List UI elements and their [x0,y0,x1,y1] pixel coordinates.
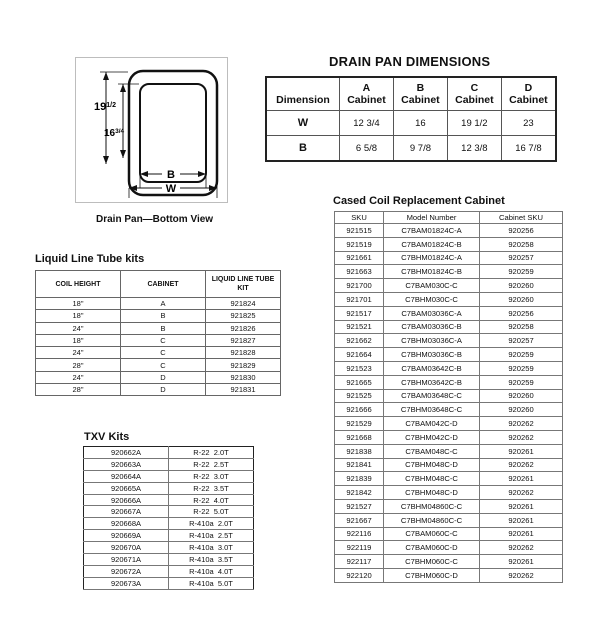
cabinet-word: Cabinet [509,94,548,106]
sku-cell: 921521 [335,320,384,334]
sku-cell: 921666 [335,403,384,417]
table-row [36,298,281,310]
sku-cell: 921525 [335,389,384,403]
table-row [266,136,556,162]
dimension-cell: W [266,111,340,136]
cabinet-cell: C [121,334,206,346]
figure-caption: Drain Pan—Bottom View [96,214,214,225]
model-number-cell: C7BHM03648C-C [384,403,480,417]
cabinet-sku-cell: 920262 [480,430,563,444]
table-row [335,224,563,238]
sku-cell: 921661 [335,251,384,265]
txv-spec-cell: R-410a 4.0T [169,565,254,577]
txv-part-cell: 920662A [84,447,169,459]
sku-cell: 921701 [335,292,384,306]
txv-spec-cell: R-22 3.0T [169,470,254,482]
txv-part-cell: 920673A [84,577,169,589]
table-row [36,384,281,396]
liquid-line-body [36,298,281,396]
kit-number-cell: 921831 [206,384,281,396]
table-row [335,237,563,251]
cabinet-word: Cabinet [401,94,440,106]
cabinet-sku-cell: 920259 [480,348,563,362]
model-number-cell: C7BHM048C-D [384,486,480,500]
table-row [36,310,281,322]
cabinet-sku-cell: 920261 [480,513,563,527]
dimension-cell: B [266,136,340,162]
value-cell: 9 7/8 [393,136,447,162]
txv-spec-cell: R-410a 2.5T [169,530,254,542]
model-number-cell: C7BAM042C-D [384,417,480,431]
drain-pan-dimensions-table [265,76,557,162]
cabinet-word: Cabinet [347,94,386,106]
sku-cell: 921838 [335,444,384,458]
sku-cell: 921662 [335,334,384,348]
sku-cell: 921523 [335,361,384,375]
table-row [335,334,563,348]
table-row [335,444,563,458]
model-number-cell: C7BHM060C-D [384,568,480,582]
model-number-cell: C7BHM060C-C [384,555,480,569]
table-row [335,417,563,431]
txv-spec-cell: R-410a 2.0T [169,518,254,530]
sku-cell: 922120 [335,568,384,582]
txv-kits-table [83,446,254,590]
txv-part-cell: 920667A [84,506,169,518]
table-header-row [266,77,556,111]
cased-coil-title: Cased Coil Replacement Cabinet [333,195,505,207]
table-row [36,322,281,334]
txv-spec-cell: R-22 2.0T [169,447,254,459]
cabinet-sku-cell: 920259 [480,265,563,279]
table-row [335,292,563,306]
sku-cell: 921529 [335,417,384,431]
table-header-row [335,212,563,224]
table-row [84,482,254,494]
sku-cell: 921664 [335,348,384,362]
table-row [84,530,254,542]
sku-cell: 921515 [335,224,384,238]
value-cell: 16 [393,111,447,136]
table-row [84,565,254,577]
model-number-cell: C7BAM01824C-A [384,224,480,238]
sku-cell: 921517 [335,306,384,320]
model-number-cell: C7BAM030C-C [384,279,480,293]
cabinet-sku-cell: 920257 [480,251,563,265]
pan-inner-outline [140,84,206,182]
coil-height-cell: 24" [36,347,121,359]
txv-spec-cell: R-22 5.0T [169,506,254,518]
kit-number-cell: 921829 [206,359,281,371]
coil-height-header: COIL HEIGHT [36,271,121,298]
model-number-cell: C7BHM01824C-A [384,251,480,265]
dimension-header-label: Dimension [276,94,330,106]
cabinet-letter: B [416,82,425,94]
model-number-cell: C7BHM042C-D [384,430,480,444]
txv-part-cell: 920670A [84,542,169,554]
sku-header: SKU [335,212,384,224]
model-number-cell: C7BAM060C-C [384,527,480,541]
table-row [84,518,254,530]
cabinet-sku-cell: 920260 [480,292,563,306]
table-row [335,403,563,417]
coil-height-cell: 24" [36,371,121,383]
table-row [36,371,281,383]
table-row [335,499,563,513]
txv-part-cell: 920668A [84,518,169,530]
model-number-cell: C7BHM03036C-A [384,334,480,348]
coil-height-cell: 18" [36,298,121,310]
cabinet-sku-cell: 920261 [480,527,563,541]
txv-part-cell: 920663A [84,458,169,470]
table-row [84,447,254,459]
model-number-cell: C7BAM03642C-B [384,361,480,375]
sku-cell: 921663 [335,265,384,279]
cabinet-sku-cell: 920260 [480,279,563,293]
arrow-up-icon [103,72,109,80]
cabinet-sku-cell: 920262 [480,541,563,555]
cabinet-letter: C [470,82,479,94]
liquid-line-table [35,270,281,396]
dimension-header [266,77,340,111]
table-row [335,458,563,472]
txv-spec-cell: R-410a 5.0T [169,577,254,589]
model-number-cell: C7BHM03642C-B [384,375,480,389]
cabinet-cell: C [121,359,206,371]
kit-number-cell: 921830 [206,371,281,383]
model-number-cell: C7BAM060C-D [384,541,480,555]
txv-kits-body [84,447,254,590]
table-row [84,470,254,482]
txv-part-cell: 920669A [84,530,169,542]
drain-pan-diagram [76,58,227,202]
kit-number-cell: 921827 [206,334,281,346]
kit-number-cell: 921825 [206,310,281,322]
cabinet-sku-cell: 920262 [480,417,563,431]
model-number-cell: C7BHM048C-D [384,458,480,472]
sku-cell: 921839 [335,472,384,486]
value-cell: 12 3/4 [340,111,394,136]
cabinet-sku-cell: 920256 [480,306,563,320]
cabinet-word: Cabinet [455,94,494,106]
liquid-line-title: Liquid Line Tube kits [35,253,145,265]
arrow-up-icon [120,84,126,92]
model-number-cell: C7BHM030C-C [384,292,480,306]
model-number-header: Model Number [384,212,480,224]
txv-spec-cell: R-22 3.5T [169,482,254,494]
cabinet-header: CABINET [121,271,206,298]
model-number-cell: C7BAM03036C-B [384,320,480,334]
table-row [335,472,563,486]
cabinet-cell: C [121,347,206,359]
w-label: W [165,183,177,195]
table-row [84,494,254,506]
table-row [335,430,563,444]
cabinet-cell: D [121,384,206,396]
liquid-line-kit-header: LIQUID LINE TUBE KIT [206,271,281,298]
coil-height-cell: 18" [36,334,121,346]
table-row [335,389,563,403]
drain-pan-dimensions-title: DRAIN PAN DIMENSIONS [329,54,491,69]
cabinet-sku-cell: 920260 [480,403,563,417]
value-cell: 16 7/8 [501,136,556,162]
cabinet-sku-cell: 920260 [480,389,563,403]
table-row [335,541,563,555]
txv-part-cell: 920672A [84,565,169,577]
table-row [84,577,254,589]
coil-height-cell: 18" [36,310,121,322]
value-cell: 23 [501,111,556,136]
inner-height-label: $16^{3/4}$ [104,128,125,139]
kit-number-cell: 921826 [206,322,281,334]
model-number-cell: C7BHM03036C-B [384,348,480,362]
arrow-down-icon [103,156,109,164]
model-number-cell: C7BAM03036C-A [384,306,480,320]
cased-coil-body [335,224,563,583]
drain-pan-figure [75,57,228,203]
table-row [335,527,563,541]
txv-part-cell: 920666A [84,494,169,506]
txv-spec-cell: R-410a 3.5T [169,554,254,566]
table-row [335,568,563,582]
model-number-cell: C7BHM04860C-C [384,513,480,527]
cabinet-letter: A [362,82,371,94]
table-row [335,375,563,389]
sku-cell: 921842 [335,486,384,500]
model-number-cell: C7BAM048C-C [384,444,480,458]
table-row [335,486,563,500]
sku-cell: 922119 [335,541,384,555]
txv-part-cell: 920664A [84,470,169,482]
model-number-cell: C7BHM048C-C [384,472,480,486]
table-row [84,458,254,470]
arrow-down-icon [120,150,126,158]
cabinet-sku-cell: 920256 [480,224,563,238]
cabinet-sku-cell: 920258 [480,237,563,251]
cabinet-sku-cell: 920261 [480,555,563,569]
table-row [84,506,254,518]
table-row [335,513,563,527]
sku-cell: 922117 [335,555,384,569]
coil-height-cell: 24" [36,322,121,334]
cabinet-sku-cell: 920257 [480,334,563,348]
kit-number-cell: 921828 [206,347,281,359]
table-header-row [36,271,281,298]
table-row [36,347,281,359]
cabinet-header [501,77,556,111]
table-row [84,554,254,566]
sku-cell: 921700 [335,279,384,293]
kit-number-cell: 921824 [206,298,281,310]
table-row [84,542,254,554]
model-number-cell: C7BAM01824C-B [384,237,480,251]
cabinet-letter: D [524,82,533,94]
model-number-cell: C7BAM03648C-C [384,389,480,403]
cabinet-sku-cell: 920258 [480,320,563,334]
cabinet-header [447,77,501,111]
cabinet-cell: A [121,298,206,310]
sku-cell: 921665 [335,375,384,389]
outer-height-label: $19^{1/2}$ [94,101,116,113]
txv-part-cell: 920671A [84,554,169,566]
table-row [335,320,563,334]
sku-cell: 921667 [335,513,384,527]
table-row [36,334,281,346]
table-row [335,555,563,569]
table-row [335,361,563,375]
table-row [335,251,563,265]
cabinet-sku-cell: 920262 [480,458,563,472]
cabinet-sku-header: Cabinet SKU [480,212,563,224]
table-row [266,111,556,136]
cabinet-header [393,77,447,111]
cabinet-sku-cell: 920261 [480,472,563,486]
sku-cell: 921527 [335,499,384,513]
table-row [36,359,281,371]
cabinet-sku-cell: 920259 [480,375,563,389]
table-row [335,265,563,279]
cabinet-sku-cell: 920259 [480,361,563,375]
sku-cell: 921668 [335,430,384,444]
cabinet-sku-cell: 920262 [480,486,563,500]
cabinet-cell: B [121,310,206,322]
sku-cell: 922116 [335,527,384,541]
value-cell: 6 5/8 [340,136,394,162]
txv-spec-cell: R-410a 3.0T [169,542,254,554]
txv-spec-cell: R-22 4.0T [169,494,254,506]
coil-height-cell: 28" [36,359,121,371]
value-cell: 12 3/8 [447,136,501,162]
cabinet-cell: B [121,322,206,334]
txv-part-cell: 920665A [84,482,169,494]
cased-coil-table [334,211,563,583]
txv-kits-title: TXV Kits [84,431,130,443]
cabinet-cell: D [121,371,206,383]
sku-cell: 921519 [335,237,384,251]
table-row [335,279,563,293]
b-label: B [167,169,175,181]
cabinet-sku-cell: 920261 [480,499,563,513]
sku-cell: 921841 [335,458,384,472]
model-number-cell: C7BHM01824C-B [384,265,480,279]
txv-spec-cell: R-22 2.5T [169,458,254,470]
model-number-cell: C7BHM04860C-C [384,499,480,513]
table-row [335,306,563,320]
value-cell: 19 1/2 [447,111,501,136]
coil-height-cell: 28" [36,384,121,396]
table-row [335,348,563,362]
cabinet-sku-cell: 920261 [480,444,563,458]
cabinet-header [340,77,394,111]
cabinet-sku-cell: 920262 [480,568,563,582]
